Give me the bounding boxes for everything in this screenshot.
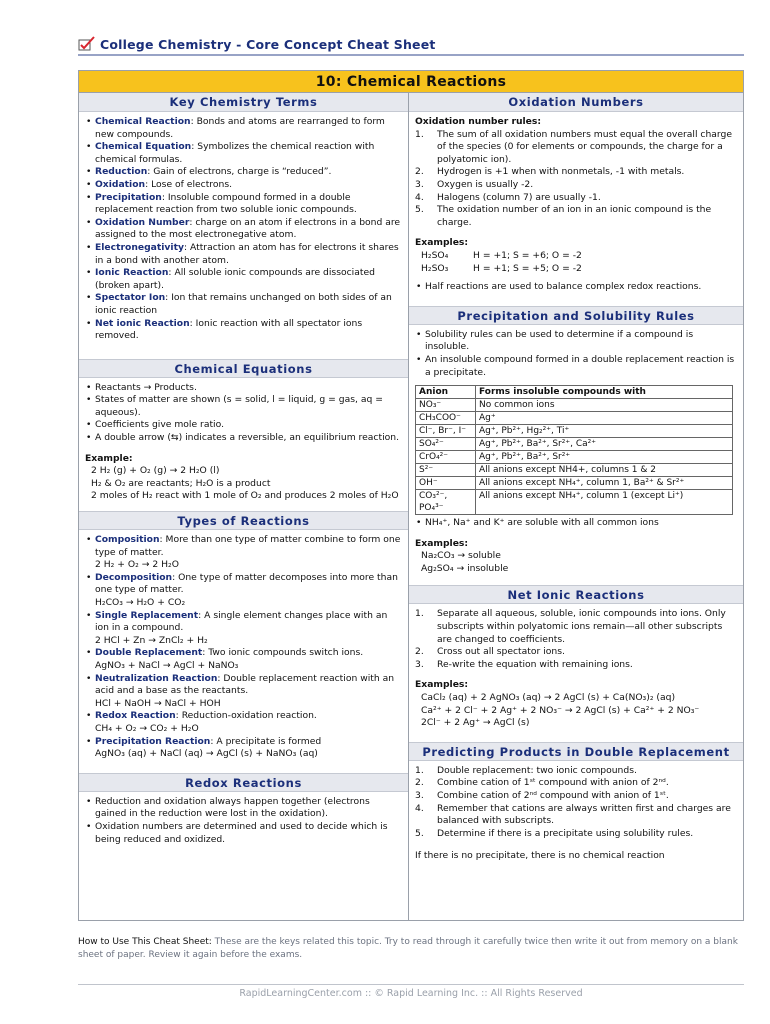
net-steps-list <box>415 608 737 671</box>
insoluble-cell: Ag⁺ <box>476 412 733 425</box>
reaction-type-example: AgNO₃ + NaCl → AgCl + NaNO₃ <box>95 659 239 671</box>
ox-rule <box>415 204 737 229</box>
key-term-definition: : Attraction an atom has for electrons it shares in a bond with another atom. <box>95 241 399 266</box>
section-title-chemical-equations: Chemical Equations <box>79 359 408 378</box>
net-examples-label: Examples: <box>415 679 469 691</box>
checklist-logo-icon <box>78 36 96 52</box>
key-term-name: Net ionic Reaction <box>95 317 190 329</box>
cheat-sheet <box>78 70 744 921</box>
page-title: College Chemistry - Core Concept Cheat Sheet <box>100 36 436 52</box>
reaction-type-item <box>85 572 402 610</box>
key-term-item <box>85 267 402 292</box>
key-term-item <box>85 166 402 179</box>
section-title-types-of-reactions: Types of Reactions <box>79 511 408 530</box>
key-term-name: Electronegativity <box>95 241 184 253</box>
redox-section <box>79 792 408 848</box>
reaction-type-item <box>85 673 402 711</box>
reaction-type-example: HCl + NaOH → NaCl + HOH <box>95 697 221 709</box>
key-term-definition: : Ionic reaction with all spectator ions removed. <box>95 317 363 342</box>
key-term-item <box>85 217 402 242</box>
pred-step-number: 5. <box>415 827 424 839</box>
ox-rule <box>415 166 737 179</box>
anion-cell: OH⁻ <box>416 477 476 490</box>
ox-example-row <box>421 263 737 276</box>
anion-cell: NO₃⁻ <box>416 399 476 412</box>
solubility-after-note: • NH₄⁺, Na⁺ and K⁺ are soluble with all common ions <box>415 517 737 530</box>
reaction-type-item <box>85 647 402 672</box>
net-step-text: Re-write the equation with remaining ions. <box>437 658 633 670</box>
key-term-name: Oxidation <box>95 178 146 190</box>
net-step <box>415 608 737 646</box>
anion-cell: CH₃COO⁻ <box>416 412 476 425</box>
key-term-definition: : Ion that remains unchanged on both sides of an ionic reaction <box>95 292 392 316</box>
insoluble-cell: Ag⁺, Pb²⁺, Hg₂²⁺, Ti⁺ <box>476 425 733 438</box>
reaction-type-item <box>85 534 402 572</box>
ox-example-formula: H₂SO₃ <box>421 262 449 274</box>
net-step-text: Separate all aqueous, soluble, ionic compounds into ions. Only subscripts within polyatomic ions remain—all other subscripts are changed to coefficients. <box>437 608 726 645</box>
insoluble-cell: All anions except NH4+, columns 1 & 2 <box>476 464 733 477</box>
pred-step-number: 2. <box>415 777 424 789</box>
ox-example-values: H = +1; S = +6; O = -2 <box>473 249 582 261</box>
section-title-predicting-products: Predicting Products in Double Replacement <box>409 742 743 761</box>
reaction-type-definition: : A single element changes place with an ion in a compound. <box>95 609 388 634</box>
equation-bullet: • A double arrow (⇆) indicates a reversible, an equilibrium reaction. <box>85 432 402 445</box>
equation-example-2: H₂ & O₂ are reactants; H₂O is a product <box>91 477 271 489</box>
net-example-1: CaCl₂ (aq) + 2 AgNO₃ (aq) → 2 AgCl (s) + Ca(NO₃)₂ (aq) <box>421 692 676 704</box>
anion-cell: Cl⁻, Br⁻, I⁻ <box>416 425 476 438</box>
page-header <box>78 36 436 52</box>
pred-step-text: Remember that cations are always written first and charges are balanced with subscripts. <box>437 802 731 827</box>
section-title-redox: Redox Reactions <box>79 773 408 792</box>
pred-step-number: 4. <box>415 802 424 814</box>
chemical-equations-section <box>79 378 408 505</box>
equations-list <box>85 382 402 445</box>
insoluble-cell: Ag⁺, Pb²⁺, Ba²⁺, Sr²⁺ <box>476 451 733 464</box>
left-column <box>79 93 409 920</box>
copyright: RapidLearningCenter.com :: © Rapid Learning Inc. :: All Rights Reserved <box>239 988 583 999</box>
equation-bullet: • Coefficients give mole ratio. <box>85 419 402 432</box>
pred-step-text: Determine if there is a precipitate using solubility rules. <box>437 827 694 839</box>
anion-cell: CO₃²⁻, PO₄³⁻ <box>416 490 476 515</box>
reaction-type-definition: : Reduction-oxidation reaction. <box>175 710 317 722</box>
solubility-bullet: • Solubility rules can be used to determine if a compound is insoluble. <box>415 329 737 354</box>
ox-examples-label: Examples: <box>415 237 469 249</box>
col-header-insoluble: Forms insoluble compounds with <box>476 386 733 399</box>
table-row <box>416 477 733 490</box>
header-divider <box>78 54 744 56</box>
oxidation-numbers-section <box>409 112 743 296</box>
pred-step <box>415 803 737 828</box>
reaction-type-definition: : Double replacement reaction with an acid and a base as the reactants. <box>95 672 395 697</box>
net-step-number: 3. <box>415 658 424 670</box>
key-term-item <box>85 116 402 141</box>
key-term-definition: : charge on an atom if electrons in a bond are assigned to the most electronegative atom. <box>95 216 401 241</box>
key-term-item <box>85 179 402 192</box>
sol-example-2: Ag₂SO₄ → insoluble <box>421 562 509 574</box>
ox-rule-number: 4. <box>415 191 424 203</box>
ox-half-note: • Half reactions are used to balance complex redox reactions. <box>415 281 737 294</box>
reaction-type-example: AgNO₃ (aq) + NaCl (aq) → AgCl (s) + NaNO₃ (aq) <box>95 748 318 760</box>
reaction-type-item <box>85 710 402 735</box>
pred-note: If there is no precipitate, there is no chemical reaction <box>415 850 665 862</box>
key-terms-list <box>85 116 402 343</box>
ox-rule-number: 1. <box>415 128 424 140</box>
reaction-type-name: Composition <box>95 534 160 546</box>
net-step-number: 2. <box>415 646 424 658</box>
ox-rule-number: 3. <box>415 178 424 190</box>
table-row <box>416 425 733 438</box>
col-header-anion: Anion <box>416 386 476 399</box>
reaction-type-definition: : One type of matter decomposes into more than one type of matter. <box>95 571 398 596</box>
pred-step-text: Combine cation of 1ˢᵗ compound with anion of 2ⁿᵈ. <box>437 777 669 789</box>
reaction-type-example: H₂CO₃ → H₂O + CO₂ <box>95 597 186 608</box>
solubility-table-header <box>416 386 733 399</box>
key-term-definition: : All soluble ionic compounds are dissociated (broken apart). <box>95 267 375 291</box>
key-term-item <box>85 141 402 166</box>
anion-cell: SO₄²⁻ <box>416 438 476 451</box>
section-title-key-terms: Key Chemistry Terms <box>79 93 408 112</box>
redox-bullet: • Oxidation numbers are determined and used to decide which is being reduced and oxidized. <box>85 821 402 846</box>
key-term-name: Precipitation <box>95 191 162 203</box>
types-of-reactions-section <box>79 530 408 763</box>
key-term-name: Spectator Ion <box>95 292 166 304</box>
reaction-type-name: Single Replacement <box>95 609 199 621</box>
key-term-item <box>85 242 402 267</box>
net-step <box>415 659 737 672</box>
table-row <box>416 412 733 425</box>
redox-bullet: • Reduction and oxidation always happen together (electrons gained in the reduction were lost in the oxidation). <box>85 796 402 821</box>
table-row <box>416 399 733 412</box>
equations-example-label: Example: <box>85 452 133 464</box>
ox-example-values: H = +1; S = +5; O = -2 <box>473 262 582 274</box>
key-term-name: Reduction <box>95 166 148 178</box>
ox-rule-text: The oxidation number of an ion in an ionic compound is the charge. <box>437 204 712 228</box>
insoluble-cell: Ag⁺, Pb²⁺, Ba²⁺, Sr²⁺, Ca²⁺ <box>476 438 733 451</box>
net-step-number: 1. <box>415 608 424 620</box>
anion-cell: S²⁻ <box>416 464 476 477</box>
key-term-definition: : Symbolizes the chemical reaction with chemical formulas. <box>95 141 375 165</box>
sol-examples-label: Examples: <box>415 537 469 549</box>
solubility-section <box>409 325 743 578</box>
key-term-item <box>85 318 402 343</box>
key-term-name: Chemical Reaction <box>95 116 191 127</box>
net-example-2: Ca²⁺ + 2 Cl⁻ + 2 Ag⁺ + 2 NO₃⁻ → 2 AgCl (s) + Ca²⁺ + 2 NO₃⁻ <box>421 704 700 716</box>
key-term-name: Chemical Equation <box>95 141 192 153</box>
ox-rule-text: Oxygen is usually -2. <box>437 178 534 190</box>
reaction-type-item <box>85 610 402 648</box>
ox-rule-text: The sum of all oxidation numbers must equal the overall charge of the species (0 for elements or compounds, the charge for a polyatomic ion). <box>437 128 733 165</box>
ox-example-formula: H₂SO₄ <box>421 249 449 261</box>
reaction-type-definition: : A precipitate is formed <box>210 735 322 747</box>
reaction-type-name: Redox Reaction <box>95 710 176 722</box>
key-term-name: Ionic Reaction <box>95 267 169 279</box>
table-row <box>416 438 733 451</box>
key-terms-section <box>79 112 408 345</box>
ox-rule <box>415 192 737 205</box>
predicting-products-section <box>409 761 743 865</box>
solubility-after-list <box>415 517 737 530</box>
pred-step <box>415 777 737 790</box>
pred-step-text: Double replacement: two ionic compounds. <box>437 764 637 776</box>
table-row <box>416 490 733 515</box>
how-to-use <box>78 936 744 962</box>
ox-example-row <box>421 250 737 263</box>
net-step-text: Cross out all spectator ions. <box>437 646 565 658</box>
section-title-solubility: Precipitation and Solubility Rules <box>409 306 743 325</box>
ox-rules-list <box>415 129 737 230</box>
ox-rule-text: Hydrogen is +1 when with nonmetals, -1 with metals. <box>437 166 685 178</box>
pred-step-text: Combine cation of 2ⁿᵈ compound with anion of 1ˢᵗ. <box>437 790 669 801</box>
ox-half-list <box>415 281 737 294</box>
section-title-oxidation-numbers: Oxidation Numbers <box>409 93 743 112</box>
pred-step <box>415 765 737 778</box>
insoluble-cell: All anions except NH₄⁺, column 1 (except Li⁺) <box>476 490 733 515</box>
ox-rules-label: Oxidation number rules: <box>415 116 542 127</box>
key-term-definition: : Gain of electrons, charge is “reduced”. <box>147 166 332 178</box>
reaction-type-example: 2 HCl + Zn → ZnCl₂ + H₂ <box>95 634 208 646</box>
ox-examples <box>415 250 737 275</box>
pred-step <box>415 790 737 803</box>
key-term-definition: : Insoluble compound formed in a double replacement reaction from two soluble ionic compounds. <box>95 191 357 216</box>
pred-step <box>415 828 737 841</box>
solubility-bullets <box>415 329 737 379</box>
reaction-type-definition: : More than one type of matter combine to form one type of matter. <box>95 534 401 558</box>
right-column <box>409 93 743 920</box>
footer-divider <box>78 984 744 985</box>
net-step <box>415 646 737 659</box>
pred-step-number: 1. <box>415 764 424 776</box>
reaction-type-name: Decomposition <box>95 571 173 583</box>
equation-example-1: 2 H₂ (g) + O₂ (g) → 2 H₂O (l) <box>91 465 220 477</box>
table-row <box>416 451 733 464</box>
reaction-type-example: CH₄ + O₂ → CO₂ + H₂O <box>95 722 199 734</box>
how-to-use-label: How to Use This Cheat Sheet: <box>78 937 215 947</box>
table-row <box>416 464 733 477</box>
ox-rule <box>415 129 737 167</box>
topic-title: 10: Chemical Reactions <box>79 71 743 93</box>
net-ionic-section <box>409 604 743 731</box>
key-term-item <box>85 192 402 217</box>
key-term-definition: : Lose of electrons. <box>145 178 233 190</box>
section-title-net-ionic: Net Ionic Reactions <box>409 585 743 604</box>
key-term-name: Oxidation Number <box>95 216 190 228</box>
reaction-types-list <box>85 534 402 761</box>
redox-list <box>85 796 402 846</box>
ox-rule-text: Halogens (column 7) are usually -1. <box>437 191 601 203</box>
reaction-type-definition: : Two ionic compounds switch ions. <box>202 647 364 659</box>
pred-step-number: 3. <box>415 790 424 801</box>
reaction-type-example: 2 H₂ + O₂ → 2 H₂O <box>95 559 179 571</box>
reaction-type-name: Precipitation Reaction <box>95 735 211 747</box>
how-to-use-text: These are the keys related this topic. Try to read through it carefully twice then write it out from memory on a blank sheet of paper. Review it again before the exams. <box>78 937 738 960</box>
ox-rule <box>415 179 737 192</box>
ox-rule-number: 5. <box>415 204 424 216</box>
solubility-table <box>415 385 733 515</box>
key-term-definition: : Bonds and atoms are rearranged to form new compounds. <box>95 116 385 140</box>
pred-steps-list <box>415 765 737 841</box>
reaction-type-name: Neutralization Reaction <box>95 672 218 684</box>
equation-example-3: 2 moles of H₂ react with 1 mole of O₂ and produces 2 moles of H₂O <box>91 490 399 502</box>
ox-rule-number: 2. <box>415 166 424 178</box>
insoluble-cell: All anions except NH₄⁺, column 1, Ba²⁺ & Sr²⁺ <box>476 477 733 490</box>
solubility-bullet: • An insoluble compound formed in a double replacement reaction is a precipitate. <box>415 354 737 379</box>
reaction-type-item <box>85 736 402 761</box>
reaction-type-name: Double Replacement <box>95 647 203 659</box>
key-term-item <box>85 292 402 317</box>
insoluble-cell: No common ions <box>476 399 733 412</box>
anion-cell: CrO₄²⁻ <box>416 451 476 464</box>
equation-bullet: • States of matter are shown (s = solid, l = liquid, g = gas, aq = aqueous). <box>85 394 402 419</box>
equation-bullet: • Reactants → Products. <box>85 382 402 395</box>
sol-example-1: Na₂CO₃ → soluble <box>421 550 501 562</box>
net-example-3: 2Cl⁻ + 2 Ag⁺ → AgCl (s) <box>421 717 530 729</box>
